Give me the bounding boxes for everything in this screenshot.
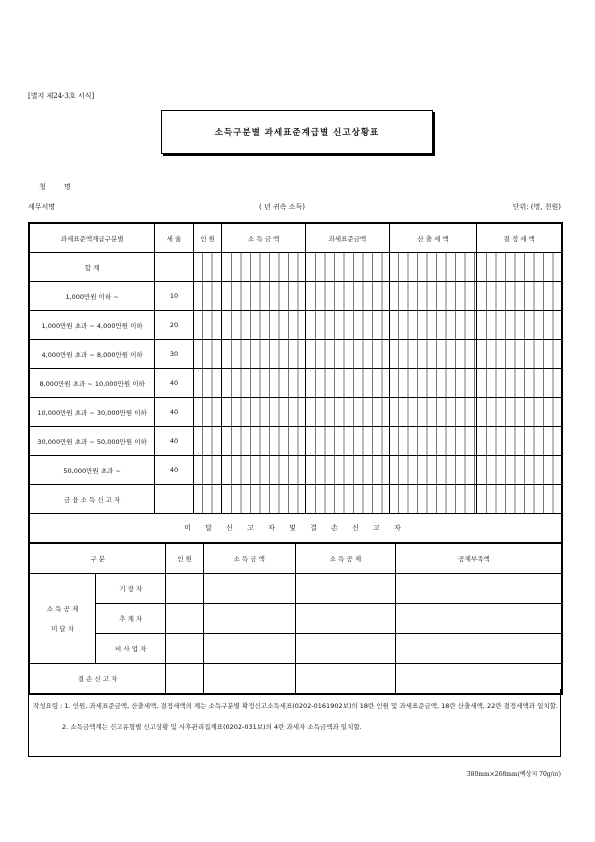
income-cell[interactable] [222, 282, 306, 311]
row-label: 추 계 자 [96, 604, 166, 634]
header-deficit: 공제부족액 [396, 544, 562, 574]
count-cell[interactable] [166, 634, 204, 664]
tax-base-cell[interactable] [306, 311, 390, 340]
header-calculated-tax: 산 출 세 액 [389, 224, 477, 253]
determined-tax-cell[interactable] [477, 253, 562, 282]
calculated-tax-cell[interactable] [389, 427, 477, 456]
paper-spec: 380mm×268mm(백상지 70g/㎡) [466, 771, 561, 778]
note-line-1: 작성요령 : 1. 인원, 과세표준금액, 산출세액, 결정세액의 계는 소득구분별 확정신고소득세표(0202-0161902보)의 18란 인원 및 과세표준금액, 18란 산출세액, 22란 결정세액과 일치할. [33, 702, 558, 710]
rate-cell [155, 253, 193, 282]
determined-tax-cell[interactable] [477, 427, 562, 456]
calculated-tax-cell[interactable] [389, 485, 477, 514]
header-income: 소 득 금 액 [203, 544, 295, 574]
header-bracket: 과세표준액계급구분별 [30, 224, 155, 253]
count-cell[interactable] [193, 340, 222, 369]
row-label: 8,000만원 초과 ~ 10,000만원 이하 [30, 369, 155, 398]
tax-base-cell[interactable] [306, 340, 390, 369]
section-title: 미 달 신 고 자 및 결 손 신 고 자 [30, 514, 562, 543]
income-cell[interactable] [222, 311, 306, 340]
unit-label: 단위: (명, 천원) [512, 203, 561, 211]
deduction-cell[interactable] [295, 604, 396, 634]
header-count: 인 원 [193, 224, 222, 253]
count-cell[interactable] [166, 604, 204, 634]
rate-cell: 40 [155, 427, 193, 456]
tax-base-cell[interactable] [306, 427, 390, 456]
title-box [161, 110, 433, 154]
row-label: 1,000만원 이하 ~ [30, 282, 155, 311]
header-determined-tax: 결 정 세 액 [477, 224, 562, 253]
count-cell[interactable] [193, 253, 222, 282]
calculated-tax-cell[interactable] [389, 282, 477, 311]
income-cell[interactable] [222, 369, 306, 398]
income-cell[interactable] [222, 398, 306, 427]
determined-tax-cell[interactable] [477, 311, 562, 340]
deduction-cell[interactable] [295, 574, 396, 604]
count-cell[interactable] [193, 282, 222, 311]
income-cell[interactable] [222, 456, 306, 485]
office-label: 청 명 [39, 183, 79, 191]
tax-office-label: 세무서명 [28, 203, 56, 211]
table-row [30, 427, 562, 456]
header-count: 인 원 [166, 544, 204, 574]
bracket-table [29, 223, 562, 543]
determined-tax-cell[interactable] [477, 340, 562, 369]
income-cell[interactable] [222, 340, 306, 369]
rate-cell: 40 [155, 369, 193, 398]
tax-base-cell[interactable] [306, 253, 390, 282]
income-cell[interactable] [222, 485, 306, 514]
calculated-tax-cell[interactable] [389, 398, 477, 427]
determined-tax-cell[interactable] [477, 282, 562, 311]
row-label: 합 계 [30, 253, 155, 282]
form-number: [별지 제24-3호 서식] [28, 92, 95, 100]
deficit-cell[interactable] [396, 574, 562, 604]
header-income: 소 득 금 액 [222, 224, 306, 253]
deficit-cell[interactable] [396, 634, 562, 664]
income-cell[interactable] [222, 427, 306, 456]
group-label [30, 574, 96, 664]
determined-tax-cell[interactable] [477, 369, 562, 398]
determined-tax-cell[interactable] [477, 485, 562, 514]
tax-base-cell[interactable] [306, 485, 390, 514]
income-cell[interactable] [222, 253, 306, 282]
table-row [30, 574, 562, 604]
table-row [30, 369, 562, 398]
table-row [30, 253, 562, 282]
page-title: 소득구분별 과세표준계급별 신고상황표 [214, 128, 380, 138]
count-cell[interactable] [193, 398, 222, 427]
table-row [30, 398, 562, 427]
income-cell[interactable] [203, 634, 295, 664]
table-header-row [30, 544, 562, 574]
rate-cell: 40 [155, 398, 193, 427]
row-label: 30,000만원 초과 ~ 50,000만원 이하 [30, 427, 155, 456]
row-label: 1,000만원 초과 ~ 4,000만원 이하 [30, 311, 155, 340]
count-cell[interactable] [193, 311, 222, 340]
count-cell[interactable] [166, 574, 204, 604]
calculated-tax-cell[interactable] [389, 311, 477, 340]
header-tax-base: 과세표준금액 [306, 224, 390, 253]
count-cell[interactable] [193, 485, 222, 514]
row-label: 비 사 업 자 [96, 634, 166, 664]
count-cell[interactable] [193, 427, 222, 456]
deficit-cell[interactable] [396, 604, 562, 634]
table-row [30, 604, 562, 634]
determined-tax-cell[interactable] [477, 456, 562, 485]
row-label: 50,000만원 초과 ~ [30, 456, 155, 485]
table-row [30, 456, 562, 485]
table-row [30, 485, 562, 514]
header-category: 구 분 [30, 544, 166, 574]
row-label: 기 장 자 [96, 574, 166, 604]
table-row [30, 282, 562, 311]
group-label-line-1: 소 득 공 제 [46, 604, 79, 613]
tax-base-cell[interactable] [306, 398, 390, 427]
year-label: ( 년 귀속 소득) [259, 203, 305, 211]
rate-cell: 40 [155, 456, 193, 485]
count-cell[interactable] [193, 369, 222, 398]
table-header-row [30, 224, 562, 253]
calculated-tax-cell[interactable] [389, 253, 477, 282]
table-row [30, 340, 562, 369]
table-row [30, 634, 562, 664]
calculated-tax-cell[interactable] [389, 369, 477, 398]
table-row [30, 311, 562, 340]
rate-cell: 10 [155, 282, 193, 311]
income-cell[interactable] [203, 604, 295, 634]
rate-cell: 20 [155, 311, 193, 340]
rate-cell [155, 485, 193, 514]
tax-base-cell[interactable] [306, 369, 390, 398]
determined-tax-cell[interactable] [477, 398, 562, 427]
main-form [28, 222, 563, 695]
header-rate: 세 율 [155, 224, 193, 253]
deduction-cell[interactable] [295, 634, 396, 664]
tax-base-cell[interactable] [306, 456, 390, 485]
row-label: 4,000만원 초과 ~ 8,000만원 이하 [30, 340, 155, 369]
rate-cell: 30 [155, 340, 193, 369]
income-cell[interactable] [203, 574, 295, 604]
header-deduction: 소 득 공 제 [295, 544, 396, 574]
row-label: 금 융 소 득 신 고 자 [30, 485, 155, 514]
count-cell[interactable] [193, 456, 222, 485]
deficit-table [29, 543, 562, 694]
row-label: 결 손 신 고 자 [30, 664, 166, 694]
row-label: 10,000만원 초과 ~ 30,000만원 이하 [30, 398, 155, 427]
calculated-tax-cell[interactable] [389, 456, 477, 485]
calculated-tax-cell[interactable] [389, 340, 477, 369]
group-label-line-2: 미 달 자 [51, 624, 75, 633]
tax-base-cell[interactable] [306, 282, 390, 311]
note-line-2: 2. 소득금액계는 신고유형별 신고상황 및 사후관리집계표(0202-031보)의 4란 과세자 소득금액과 일치할. [62, 723, 362, 731]
